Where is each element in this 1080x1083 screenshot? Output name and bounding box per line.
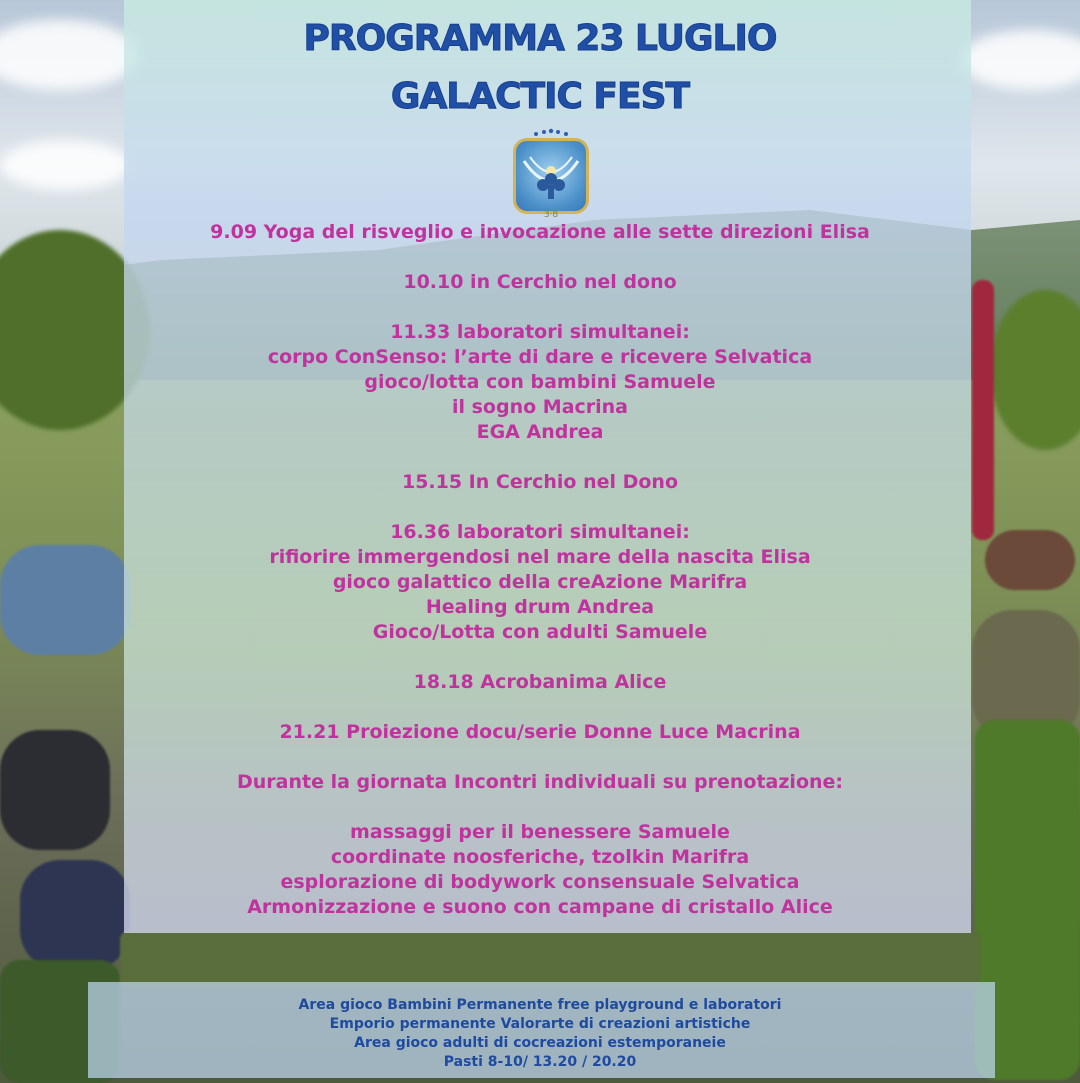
schedule-item: rifiorire immergendosi nel mare della nascita Elisa: [269, 546, 811, 568]
schedule-item: Durante la giornata Incontri individuali su prenotazione:: [236, 771, 844, 793]
footer-line: Pasti 8-10/ 13.20 / 20.20: [443, 1054, 637, 1070]
logo-mark-icon: [516, 141, 586, 211]
galactic-fest-logo-icon: [513, 138, 589, 214]
schedule-item: 21.21 Proiezione docu/serie Donne Luce Macrina: [279, 721, 801, 743]
schedule-item: massaggi per il benessere Samuele: [350, 821, 730, 843]
schedule-item: 10.10 in Cerchio nel dono: [403, 271, 677, 293]
schedule-item: coordinate noosferiche, tzolkin Marifra: [330, 846, 750, 868]
schedule-item: gioco/lotta con bambini Samuele: [364, 371, 716, 393]
schedule-item: gioco galattico della creAzione Marifra: [332, 571, 748, 593]
schedule-item: esplorazione di bodywork consensuale Selvatica: [280, 871, 800, 893]
cloud: [0, 140, 130, 190]
schedule-item: Gioco/Lotta con adulti Samuele: [372, 621, 708, 643]
logo-caption: 3·8: [543, 210, 559, 220]
schedule-item: 18.18 Acrobanima Alice: [413, 671, 667, 693]
schedule-item: il sogno Macrina: [451, 396, 629, 418]
footer-line: Area gioco Bambini Permanente free playground e laboratori: [298, 997, 782, 1013]
page-title-line1: PROGRAMMA 23 LUGLIO: [303, 18, 777, 59]
schedule-item: EGA Andrea: [476, 421, 604, 443]
schedule-item: 9.09 Yoga del risveglio e invocazione alle sette direzioni Elisa: [210, 221, 870, 243]
footer-line: Emporio permanente Valorarte di creazioni artistiche: [329, 1016, 751, 1032]
schedule-item: corpo ConSenso: l’arte di dare e ricevere Selvatica: [267, 346, 813, 368]
schedule-item: 16.36 laboratori simultanei:: [390, 521, 690, 543]
page-title-line2: GALACTIC FEST: [390, 76, 690, 117]
plants: [120, 930, 980, 990]
schedule-item: 11.33 laboratori simultanei:: [390, 321, 690, 343]
schedule-item: Healing drum Andrea: [425, 596, 655, 618]
schedule-item: Armonizzazione e suono con campane di cristallo Alice: [247, 896, 833, 918]
footer-line: Area gioco adulti di cocreazioni estemporaneie: [354, 1035, 726, 1051]
crown-icon: [528, 128, 574, 138]
schedule-item: 15.15 In Cerchio nel Dono: [401, 471, 679, 493]
